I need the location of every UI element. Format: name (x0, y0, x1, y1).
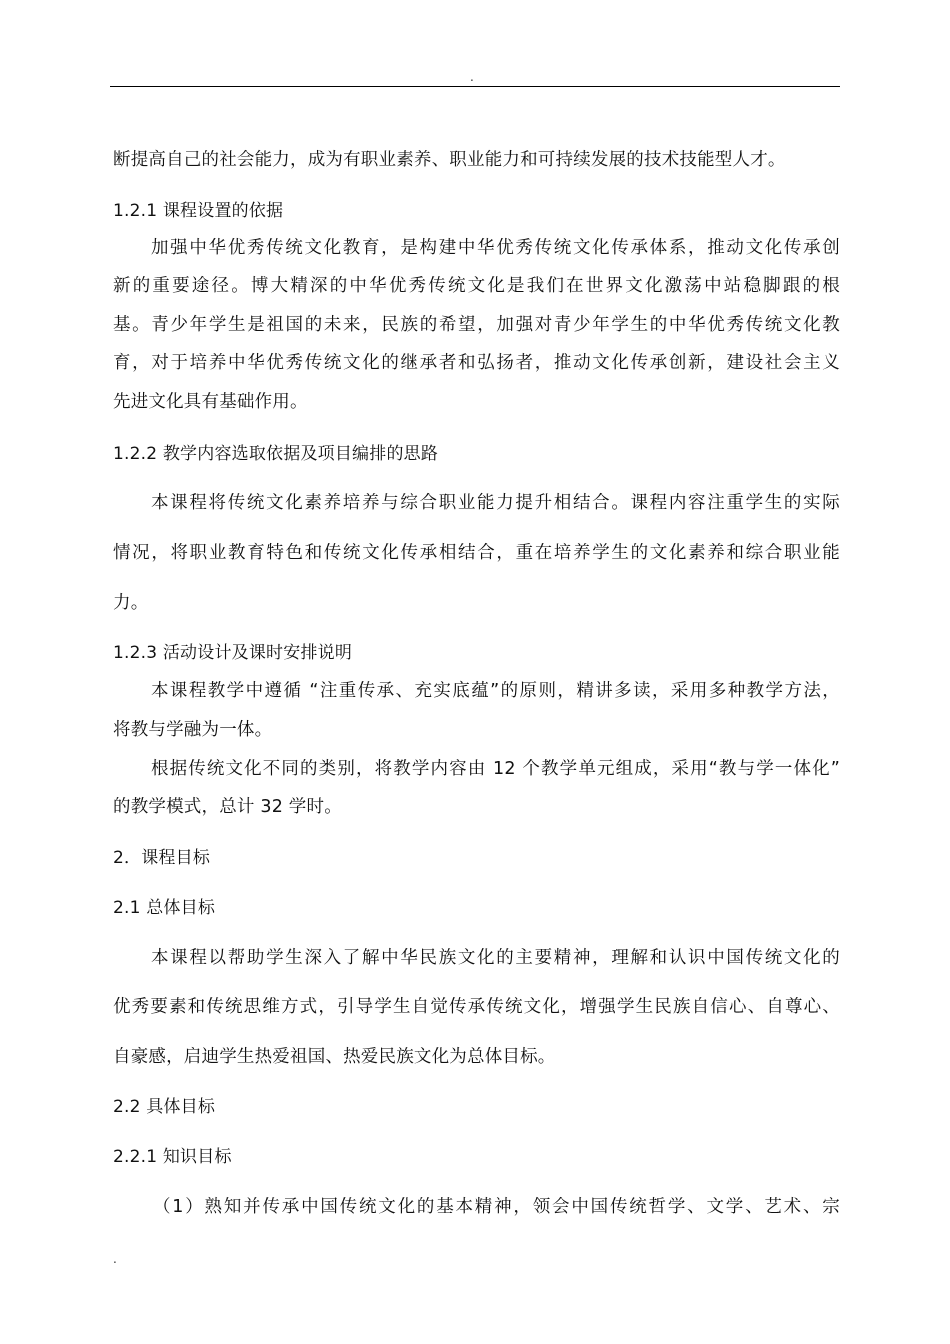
section-heading-2-2: 2.2 具体目标 (113, 1097, 216, 1117)
footer-mark: . (113, 1252, 117, 1266)
paragraph-line: （1）熟知并传承中国传统文化的基本精神，领会中国传统哲学、文学、艺术、宗 (153, 1197, 840, 1217)
paragraph-line: 先进文化具有基础作用。 (113, 392, 308, 412)
section-heading-2: 2．课程目标 (113, 848, 211, 868)
paragraph-line: 自豪感，启迪学生热爱祖国、热爱民族文化为总体目标。 (113, 1047, 556, 1067)
section-heading-2-2-1: 2.2.1 知识目标 (113, 1147, 232, 1167)
paragraph-line: 情况，将职业教育特色和传统文化传承相结合，重在培养学生的文化素养和综合职业能 (113, 543, 840, 563)
header-mark: . (470, 70, 474, 84)
paragraph-line: 力。 (113, 593, 149, 613)
section-heading-1-2-2: 1.2.2 教学内容选取依据及项目编排的思路 (113, 444, 439, 464)
paragraph-line: 断提高自己的社会能力，成为有职业素养、职业能力和可持续发展的技术技能型人才。 (113, 150, 786, 170)
paragraph-line: 育，对于培养中华优秀传统文化的继承者和弘扬者，推动文化传承创新，建设社会主义 (113, 353, 840, 373)
paragraph-line: 新的重要途径。博大精深的中华优秀传统文化是我们在世界文化激荡中站稳脚跟的根 (113, 276, 840, 296)
paragraph-line: 将教与学融为一体。 (113, 720, 273, 740)
paragraph-line: 本课程以帮助学生深入了解中华民族文化的主要精神，理解和认识中国传统文化的 (151, 948, 840, 968)
header-rule (110, 86, 840, 87)
section-heading-1-2-3: 1.2.3 活动设计及课时安排说明 (113, 643, 353, 663)
paragraph-line: 根据传统文化不同的类别，将教学内容由 12 个教学单元组成，采用“教与学一体化” (151, 759, 840, 779)
paragraph-line: 本课程将传统文化素养培养与综合职业能力提升相结合。课程内容注重学生的实际 (151, 493, 840, 513)
paragraph-line: 的教学模式，总计 32 学时。 (113, 797, 342, 817)
paragraph-line: 加强中华优秀传统文化教育，是构建中华优秀传统文化传承体系，推动文化传承创 (151, 238, 840, 258)
paragraph-line: 本课程教学中遵循 “注重传承、充实底蕴”的原则，精讲多读，采用多种教学方法， (151, 681, 840, 701)
paragraph-line: 优秀要素和传统思维方式，引导学生自觉传承传统文化，增强学生民族自信心、自尊心、 (113, 997, 840, 1017)
section-heading-1-2-1: 1.2.1 课程设置的依据 (113, 201, 284, 221)
section-heading-2-1: 2.1 总体目标 (113, 898, 216, 918)
paragraph-line: 基。青少年学生是祖国的未来，民族的希望，加强对青少年学生的中华优秀传统文化教 (113, 315, 840, 335)
